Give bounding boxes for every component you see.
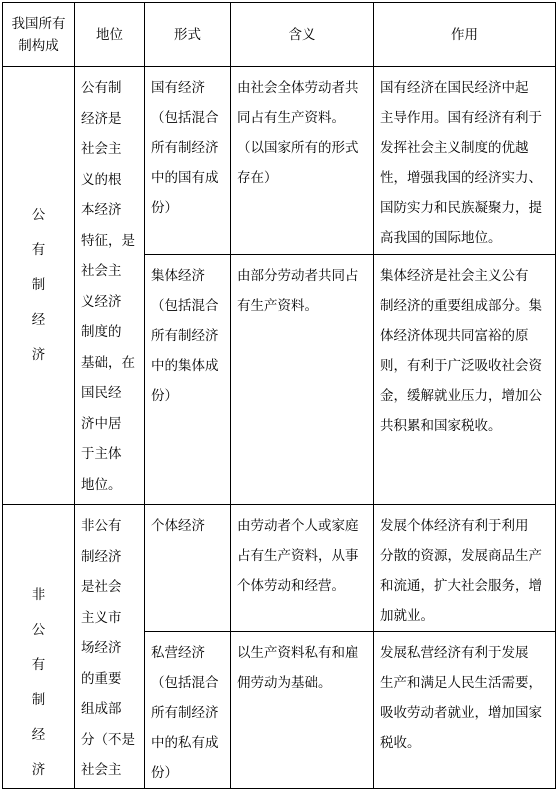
public-status: 公有制 经济是 社会主 义的根 本经济 特征，是 社会主 义经济 制度的 基础，在 国民经 济中居 于主体 地位。 (75, 67, 145, 505)
header-form: 形式 (145, 3, 231, 67)
table-row (3, 67, 556, 255)
header-ownership: 我国所有 制构成 (3, 3, 75, 67)
header-status: 地位 (75, 3, 145, 67)
collective-form: 集体经济 （包括混合 所有制经济 中的集体成 份） (145, 255, 231, 505)
individual-role: 发展个体经济有利于利用 分散的资源，发展商品生产 和流通，扩大社会服务，增 加就业。 (374, 505, 556, 632)
collective-role: 集体经济是社会主义公有 制经济的重要组成部分。集 体经济体现共同富裕的原 则，有利于广泛吸收社会资 金，缓解就业压力，增加公 共积累和国家税收。 (374, 255, 556, 505)
public-ownership-label: 公 有 制 经 济 (3, 67, 75, 505)
table-row (3, 505, 556, 632)
ownership-table (2, 2, 556, 789)
individual-meaning: 由劳动者个人或家庭 占有生产资料，从事 个体劳动和经营。 (231, 505, 374, 632)
private-role: 发展私营经济有利于发展 生产和满足人民生活需要， 吸收劳动者就业，增加国家 税收。 (374, 632, 556, 789)
state-meaning: 由社会全体劳动者共 同占有生产资料。 （以国家所有的形式 存在） (231, 67, 374, 255)
individual-form: 个体经济 (145, 505, 231, 632)
state-role: 国有经济在国民经济中起 主导作用。国有经济有利于 发挥社会主义制度的优越 性，增强我国的经济实力、 国防实力和民族凝聚力，提 高我国的国际地位。 (374, 67, 556, 255)
header-meaning: 含义 (231, 3, 374, 67)
nonpublic-status: 非公有 制经济 是社会 主义市 场经济 的重要 组成部 分（不是 社会主 (75, 505, 145, 789)
state-form: 国有经济 （包括混合 所有制经济 中的国有成 份） (145, 67, 231, 255)
header-row (3, 3, 556, 67)
private-form: 私营经济 （包括混合 所有制经济 中的私有成 份） (145, 632, 231, 789)
private-meaning: 以生产资料私有和雇 佣劳动为基础。 (231, 632, 374, 789)
collective-meaning: 由部分劳动者共同占 有生产资料。 (231, 255, 374, 505)
header-role: 作用 (374, 3, 556, 67)
nonpublic-ownership-label: 非 公 有 制 经 济 (3, 505, 75, 789)
